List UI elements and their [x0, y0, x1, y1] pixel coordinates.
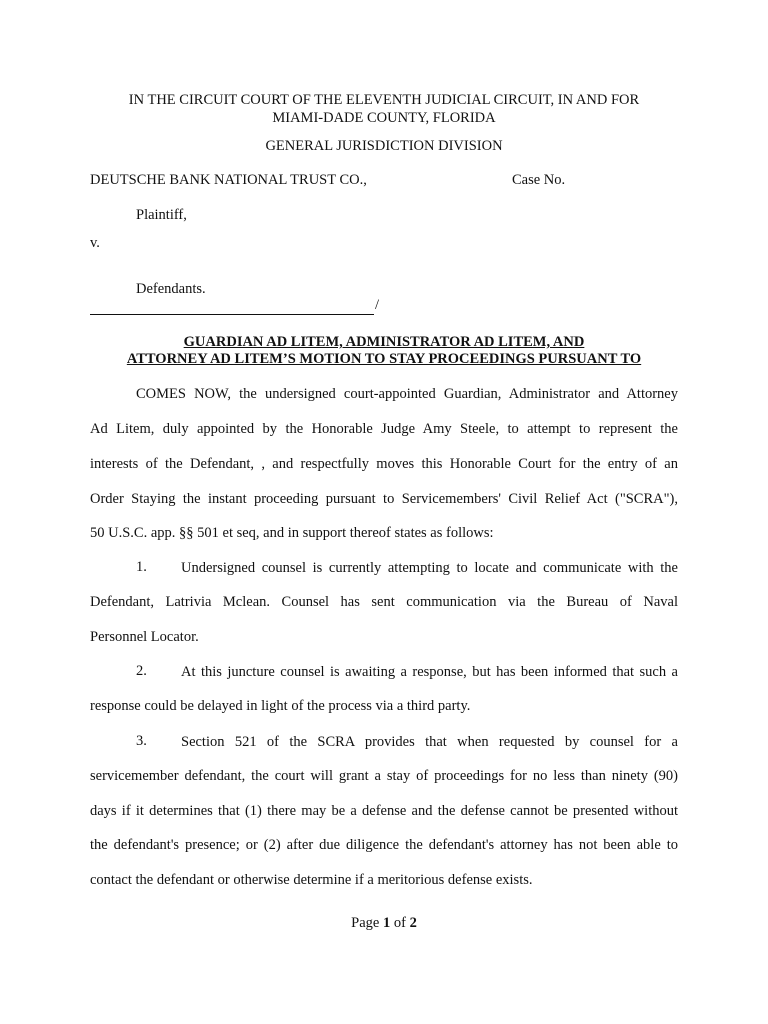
paragraph-3-line3: days if it determines that (1) there may be a defense and the defense cannot be presented without: [90, 803, 678, 819]
plaintiff-label: Plaintiff,: [136, 207, 187, 223]
intro-line4: Order Staying the instant proceeding pursuant to Servicemembers' Civil Relief Act ("SCRA"),: [90, 491, 678, 507]
paragraph-3-line5: contact the defendant or otherwise determine if a meritorious defense exists.: [90, 872, 533, 888]
motion-title-line2: ATTORNEY AD LITEM’S MOTION TO STAY PROCEEDINGS PURSUANT TO: [126, 351, 642, 367]
paragraph-3-number: 3.: [136, 733, 147, 749]
intro-line5: 50 U.S.C. app. §§ 501 et seq, and in support thereof states as follows:: [90, 525, 494, 541]
caption-divider-line: [90, 314, 374, 315]
page-number-footer: [0, 915, 768, 932]
paragraph-2-number: 2.: [136, 663, 147, 679]
defendants-label: Defendants.: [136, 281, 206, 297]
paragraph-1-line3: Personnel Locator.: [90, 629, 199, 645]
page-word: Page: [351, 915, 380, 931]
case-number-label: Case No.: [512, 172, 566, 188]
paragraph-2-line2: response could be delayed in light of the process via a third party.: [90, 698, 471, 714]
intro-line1: COMES NOW, the undersigned court-appointed Guardian, Administrator and Attorney: [136, 386, 678, 402]
division-heading: GENERAL JURISDICTION DIVISION: [265, 138, 503, 154]
paragraph-1-line2: Defendant, Latrivia Mclean. Counsel has sent communication via the Bureau of Naval: [90, 594, 678, 610]
paragraph-3-line2: servicemember defendant, the court will grant a stay of proceedings for no less than ninety (90): [90, 768, 678, 784]
paragraph-3-line1: Section 521 of the SCRA provides that when requested by counsel for a: [181, 734, 678, 750]
intro-line2: Ad Litem, duly appointed by the Honorable Judge Amy Steele, to attempt to represent the: [90, 421, 678, 437]
paragraph-3-line4: the defendant's presence; or (2) after due diligence the defendant's attorney has not been able to: [90, 837, 678, 853]
caption-slash: /: [375, 297, 380, 313]
total-pages-number: 2: [409, 915, 417, 931]
current-page-number: 1: [382, 915, 391, 931]
motion-title-line1: GUARDIAN AD LITEM, ADMINISTRATOR AD LITEM, AND: [183, 334, 585, 350]
court-heading-line2: MIAMI-DADE COUNTY, FLORIDA: [272, 110, 496, 126]
paragraph-2-line1: At this juncture counsel is awaiting a response, but has been informed that such a: [181, 664, 678, 680]
paragraph-1-line1: Undersigned counsel is currently attempting to locate and communicate with the: [181, 560, 678, 576]
intro-line3: interests of the Defendant, , and respectfully moves this Honorable Court for the entry of an: [90, 456, 678, 472]
court-heading-line1: IN THE CIRCUIT COURT OF THE ELEVENTH JUDICIAL CIRCUIT, IN AND FOR: [128, 92, 640, 108]
paragraph-1-number: 1.: [136, 559, 147, 575]
plaintiff-name: DEUTSCHE BANK NATIONAL TRUST CO.,: [90, 172, 367, 188]
of-word: of: [393, 915, 406, 931]
versus-label: v.: [90, 235, 100, 251]
